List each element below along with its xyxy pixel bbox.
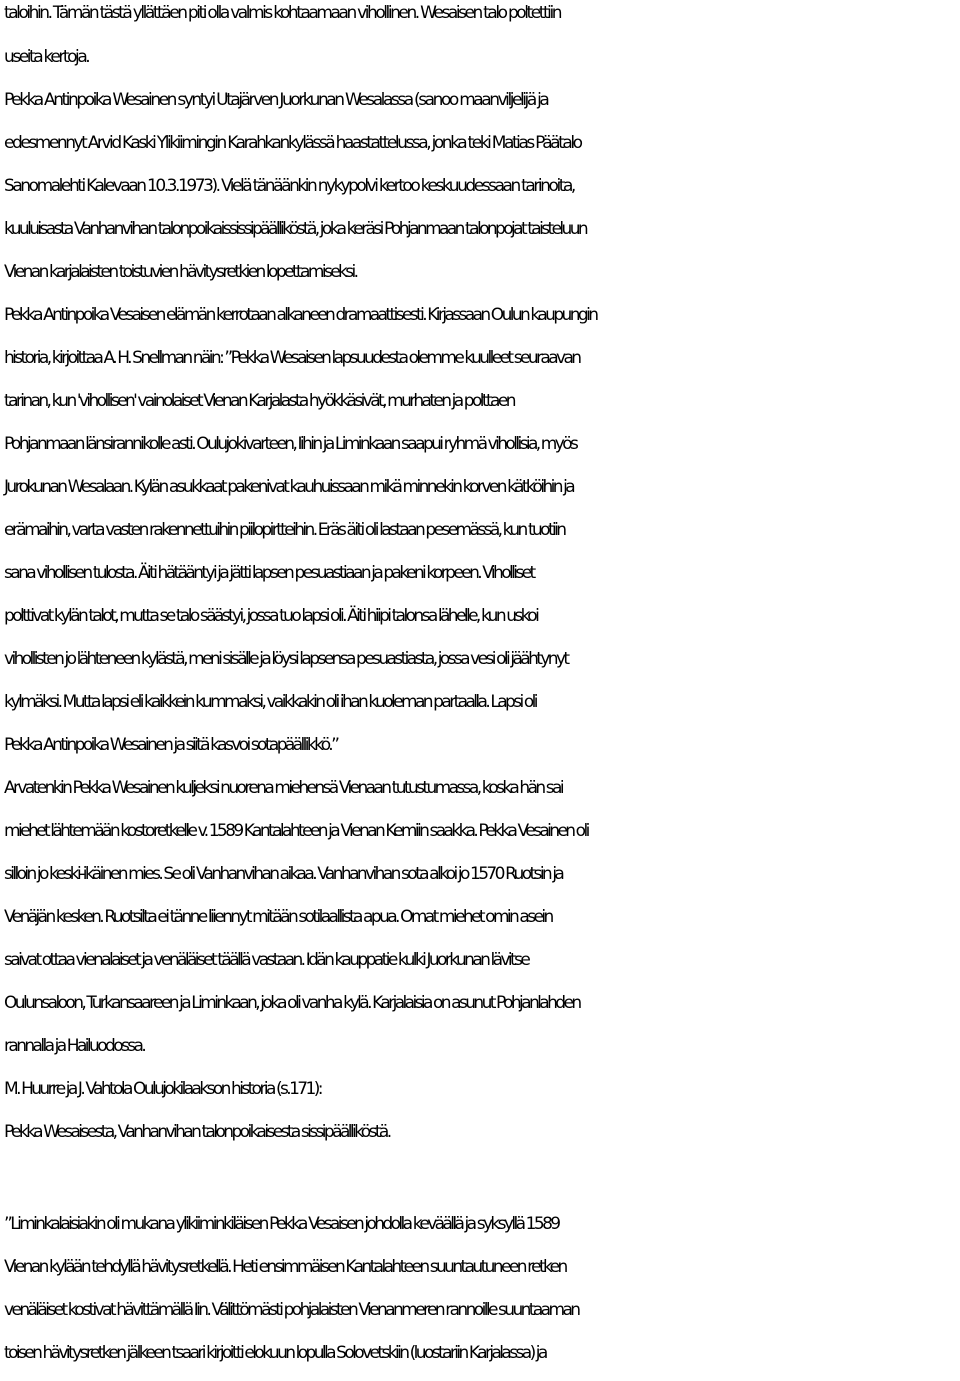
text-line: sana vihollisen tulosta. Äiti hätääntyi ja jätti lapsen pesuastiaan ja pakeni korpeen. Viholliset	[4, 563, 534, 583]
text-line: toisen hävitysretken jälkeen tsaari kirjoitti elokuun lopulla Solovetskiin (luostariin Karjalassa) ja	[4, 1343, 546, 1363]
text-line: useita kertoja.	[4, 47, 89, 67]
text-line: miehet lähtemään kostoretkelle v. 1589 Kantalahteen ja Vienan Kemiin saakka. Pekka Vesainen oli	[4, 821, 588, 841]
text-line: Pohjanmaan länsirannikolle asti. Oulujokivarteen, Iihin ja Liminkaan saapui ryhmä vihollisia, myös	[4, 434, 577, 454]
text-line: rannalla ja Hailuodossa.	[4, 1036, 145, 1056]
text-line: M. Huurre ja J. Vahtola Oulujokilaakson historia (s.171):	[4, 1079, 321, 1099]
text-line: Sanomalehti Kalevaan 10.3.1973). Vielä tänäänkin nykypolvi kertoo keskuudessaan tarinoita,	[4, 176, 574, 196]
text-line: erämaihin, varta vasten rakennettuihin piilopirtteihin. Eräs äiti oli lastaan pesemässä, kun tuotiin	[4, 520, 565, 540]
text-line: vihollisten jo lähteneen kylästä, meni sisälle ja löysi lapsensa pesuastiasta, jossa vesi oli jäähtynyt	[4, 649, 568, 669]
text-line: kylmäksi. Mutta lapsi eli kaikkein kummaksi, vaikkakin oli ihan kuoleman partaalla. Lapsi oli	[4, 692, 536, 712]
text-line: Jurokunan Wesalaan. Kylän asukkaat pakenivat kauhuissaan mikä minnekin korven kätköihin ja	[4, 477, 574, 497]
text-line: polttivat kylän talot, mutta se talo säästyi, jossa tuo lapsi oli. Äiti hiipi talonsa lähelle, kun uskoi	[4, 606, 538, 626]
text-line: Venäjän kesken. Ruotsilta ei tänne liiennyt mitään sotilaallista apua. Omat miehet omin asein	[4, 907, 552, 927]
text-line: Pekka Antinpoika Vesaisen elämän kerrotaan alkaneen dramaattisesti. Kirjassaan Oulun kaupungin	[4, 305, 597, 325]
text-line: taloihin. Tämän tästä yllättäen piti olla valmis kohtaamaan vihollinen. Wesaisen talo poltettiin	[4, 3, 561, 23]
text-line: Vienan kylään tehdyllä hävitysretkellä. Heti ensimmäisen Kantalahteen suuntautuneen retken	[4, 1257, 566, 1277]
text-line: venäläiset kostivat hävittämällä Iin. Välittömästi pohjalaisten Vienanmeren rannoille suuntaaman	[4, 1300, 579, 1320]
text-line: historia, kirjoittaa A. H. Snellman näin: ”Pekka Wesaisen lapsuudesta olemme kuulleet seuraavan	[4, 348, 580, 368]
text-line: ”Liminkalaisiakin oli mukana ylikiiminkiläisen Pekka Vesaisen johdolla keväällä ja syksyllä 1589	[4, 1214, 559, 1234]
text-line: kuuluisasta Vanhanvihan talonpoikaississipäälliköstä, joka keräsi Pohjanmaan talonpojat taisteluun	[4, 219, 587, 239]
text-line: saivat ottaa vienalaiset ja venäläiset täällä vastaan. Idän kauppatie kulki Juorkunan lävitse	[4, 950, 529, 970]
text-line: edesmennyt Arvid Kaski Ylikiimingin Karahkankylässä haastattelussa, jonka teki Matias Päätalo	[4, 133, 581, 153]
text-line: Pekka Antinpoika Wesainen syntyi Utajärven Juorkunan Wesalassa (sanoo maanviljelijä ja	[4, 90, 548, 110]
text-line: tarinan, kun 'vihollisen' vainolaiset Vienan Karjalasta hyökkäsivät, murhaten ja polttaen	[4, 391, 514, 411]
text-line: Pekka Wesaisesta, Vanhanvihan talonpoikaisesta sissipäälliköstä.	[4, 1122, 390, 1142]
text-line: Pekka Antinpoika Wesainen ja siitä kasvoi sotapäällikkö.”	[4, 735, 338, 755]
text-line: Vienan karjalaisten toistuvien hävitysretkien lopettamiseksi.	[4, 262, 357, 282]
text-line: Oulunsaloon, Turkansaareen ja Liminkaan, joka oli vanha kylä. Karjalaisia on asunut Pohjanlahden	[4, 993, 580, 1013]
text-line: Arvatenkin Pekka Wesainen kuljeksi nuorena miehensä Vienaan tutustumassa, koska hän sai	[4, 778, 562, 798]
text-line: silloin jo keski-ikäinen mies. Se oli Vanhanvihan aikaa. Vanhanvihan sota alkoi jo 1570 Ruotsin ja	[4, 864, 563, 884]
